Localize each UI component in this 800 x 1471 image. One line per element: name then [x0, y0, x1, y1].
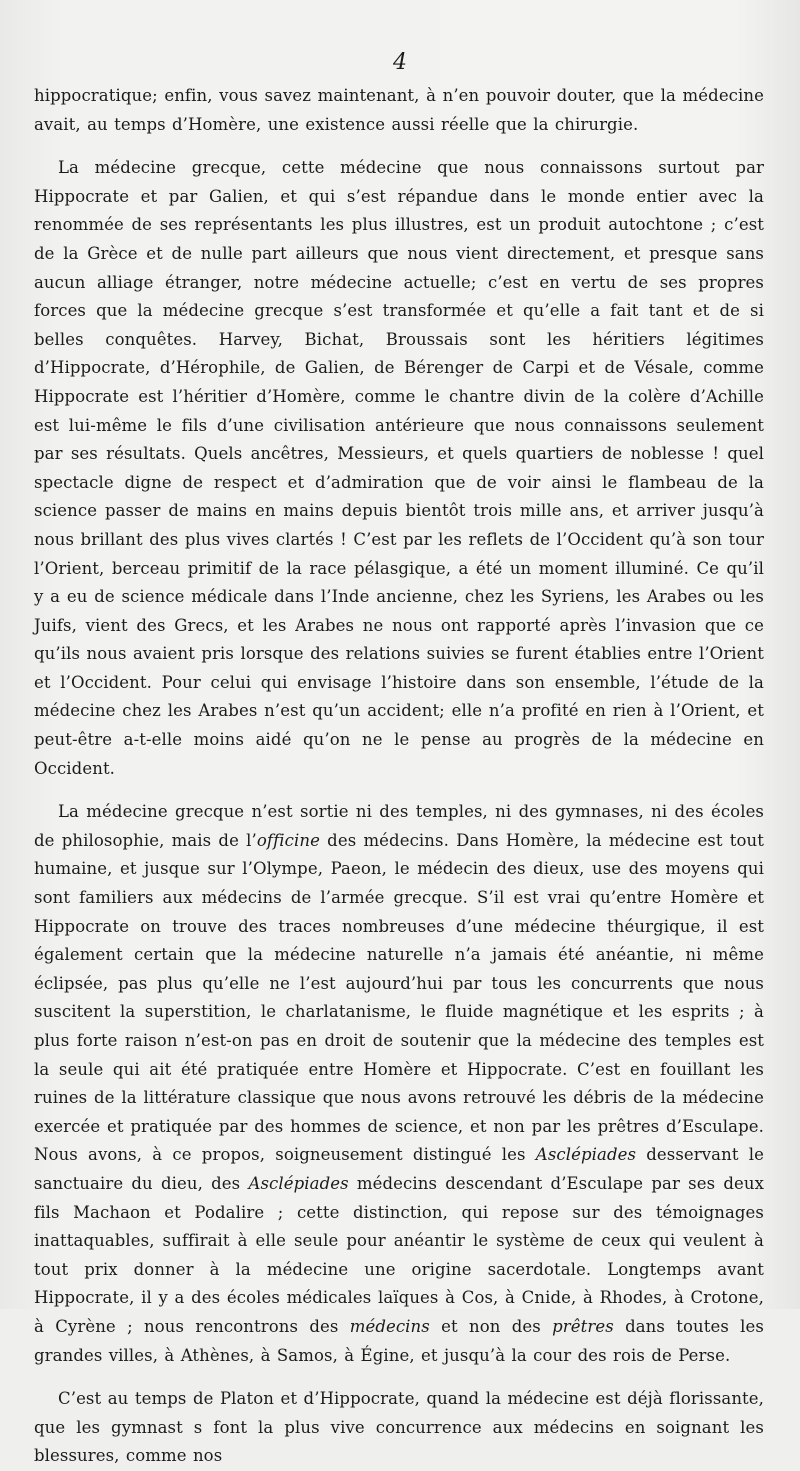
- text-run: des médecins. Dans Homère, la médecine est tout humaine, et jusque sur l’Olympe, Paeon, le médecin des dieux, use des moyens qui sont familiers aux médecins de l’armée grecque. S’il est vrai qu’entre Homère et Hippocrate on trouve des traces nombreuses d’une médecine théurgique, il est également certain que la médecine naturelle n’a jamais été anéantie, ni même éclipsée, pas plus qu’elle ne l’est aujourd’hui par tous les concurrents que nous suscitent la superstition, le charlatanisme, le fluide magnétique et les esprits ; à plus forte raison n’est-on pas en droit de soutenir que la médecine des temples est la seule qui ait été pratiquée entre Homère et Hippocrate. C’est en fouillant les ruines de la littérature classique que nous avons retrouvé les débris de la médecine exercée et pratiquée par des hommes de science, et non par les prêtres d’Esculape. Nous avons, à ce propos, soigneusement distingué les: [34, 830, 764, 1165]
- text-run: médecins descendant d’Esculape par ses deux fils Machaon et Podalire ; cette distinction, qui repose sur des témoignages inattaquables, suffirait à elle seule pour anéantir le système de ceux qui veulent à tout prix donner à la médecine une origine sacerdotale. Longtemps avant Hippocrate, il y a des écoles médicales laïques à Cos, à Cnide, à Rhodes, à Crotone, à Cyrène ; nous rencontrons des: [34, 1173, 764, 1336]
- italic-term-officine: officine: [256, 830, 320, 850]
- paragraph-greek-medicine: La médecine grecque, cette médecine que nous connaissons surtout par Hippocrate et par Galien, et qui s’est répandue dans le monde entier avec la renommée de ses représentants les plus illustres, est un produit autochtone ; c’est de la Grèce et de nulle part ailleurs que nous vient directement, et presque sans aucun alliage étranger, notre médecine actuelle; c’est en vertu de ses propres forces que la médecine grecque s’est transformée et qu’elle a fait tant et de si belles conquêtes. Harvey, Bichat, Broussais sont les héritiers légitimes d’Hippocrate, d’Hérophile, de Galien, de Bérenger de Carpi et de Vésale, comme Hippocrate est l’héritier d’Homère, comme le chantre divin de la colère d’Achille est lui-même le fils d’une civilisation antérieure que nous connaissons seulement par ses résultats. Quels ancêtres, Messieurs, et quels quartiers de noblesse ! quel spectacle digne de respect et d’admiration que de voir ainsi le flambeau de la science passer de mains en mains depuis bientôt trois mille ans, et arriver jusqu’à nous brillant des plus vives clartés ! C’est par les reflets de l’Occident qu’à son tour l’Orient, berceau primitif de la race pélasgique, a été un moment illuminé. Ce qu’il y a eu de science médicale dans l’Inde ancienne, chez les Syriens, les Arabes ou les Juifs, vient des Grecs, et les Arabes ne nous ont rapporté après l’invasion que ce qu’ils nous avaient pris lorsque des relations suivies se furent établies entre l’Orient et l’Occident. Pour celui qui envisage l’histoire dans son ensemble, l’étude de la médecine chez les Arabes n’est qu’un accident; elle n’a profité en rien à l’Orient, et peut-être a-t-elle moins aidé qu’on ne le pense au progrès de la médecine en Occident.: [34, 158, 764, 778]
- paragraph-temples-gymnasia: [34, 798, 764, 1370]
- paragraph-plato-hippocrates: C’est au temps de Platon et d’Hippocrate, quand la médecine est déjà florissante, que les gymnast s font la plus vive concurrence aux médecins en soignant les blessures, comme nos: [34, 1389, 764, 1466]
- page-number: 4: [393, 50, 407, 75]
- italic-term-asclepiades: Asclépiades: [248, 1173, 349, 1193]
- italic-term-medecins: médecins: [349, 1316, 430, 1336]
- text-run: La médecine grecque n’est sortie ni des temples, ni des gymnases, ni des écoles de philosophie, mais de l’: [34, 802, 764, 850]
- body-text: [34, 82, 764, 1471]
- text-run: et non des: [429, 1316, 553, 1336]
- paragraph-continuation: hippocratique; enfin, vous savez maintenant, à n’en pouvoir douter, que la médecine avait, au temps d’Homère, une existence aussi réelle que la chirurgie.: [34, 86, 764, 134]
- text-run: dans toutes les grandes villes, à Athènes, à Samos, à Égine, et jusqu’à la cour des rois de Perse.: [34, 1316, 764, 1365]
- italic-term-pretres: prêtres: [552, 1316, 614, 1336]
- italic-term-asclepiades: Asclépiades: [535, 1145, 637, 1165]
- text-run: desservant le sanctuaire du dieu, des: [34, 1145, 764, 1193]
